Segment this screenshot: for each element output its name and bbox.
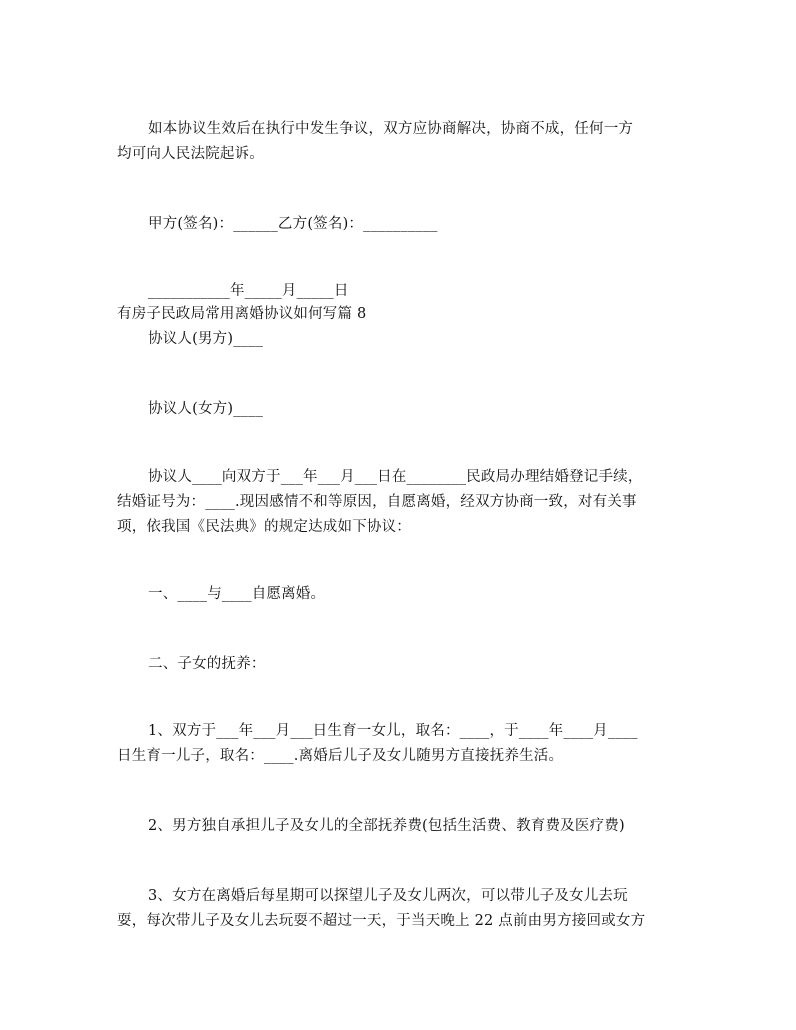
dispute-clause-line-2: 均可向人民法院起诉。 xyxy=(117,146,264,162)
child-birth-line-1: 1、双方于___年___月___日生育一女儿，取名：____，于____年____月____ xyxy=(148,723,638,739)
dispute-clause-line-1: 如本协议生效后在执行中发生争议，双方应协商解决，协商不成，任何一方 xyxy=(148,121,634,137)
clause-2-heading: 二、子女的抚养： xyxy=(148,656,266,672)
party-male-line: 协议人(男方)____ xyxy=(148,331,264,347)
visitation-line-1: 3、女方在离婚后每星期可以探望儿子及女儿两次，可以带儿子及女儿去玩 xyxy=(148,888,628,904)
clause-1-line: 一、____与____自愿离婚。 xyxy=(148,586,326,602)
preamble-line-1: 协议人____向双方于___年___月___日在________民政局办理结婚登记手续， xyxy=(148,469,643,485)
preamble-line-2: 结婚证号为：____.现因感情不和等原因，自愿离婚，经双方协商一致，对有关事 xyxy=(117,494,637,510)
support-cost-line: 2、男方独自承担儿子及女儿的全部抚养费(包括生活费、教育费及医疗费) xyxy=(148,818,625,834)
visitation-line-2: 耍，每次带儿子及女儿去玩耍不超过一天，于当天晚上 22 点前由男方接回或女方 xyxy=(117,913,646,929)
date-line: ___________年_____月_____日 xyxy=(148,283,349,299)
signature-line: 甲方(签名)：______乙方(签名)：__________ xyxy=(148,216,438,232)
section-heading: 有房子民政局常用离婚协议如何写篇 8 xyxy=(117,306,367,322)
party-female-line: 协议人(女方)____ xyxy=(148,401,264,417)
child-birth-line-2: 日生育一儿子，取名：____.离婚后儿子及女儿随男方直接抚养生活。 xyxy=(117,748,564,764)
preamble-line-3: 项，依我国《民法典》的规定达成如下协议： xyxy=(117,519,411,535)
